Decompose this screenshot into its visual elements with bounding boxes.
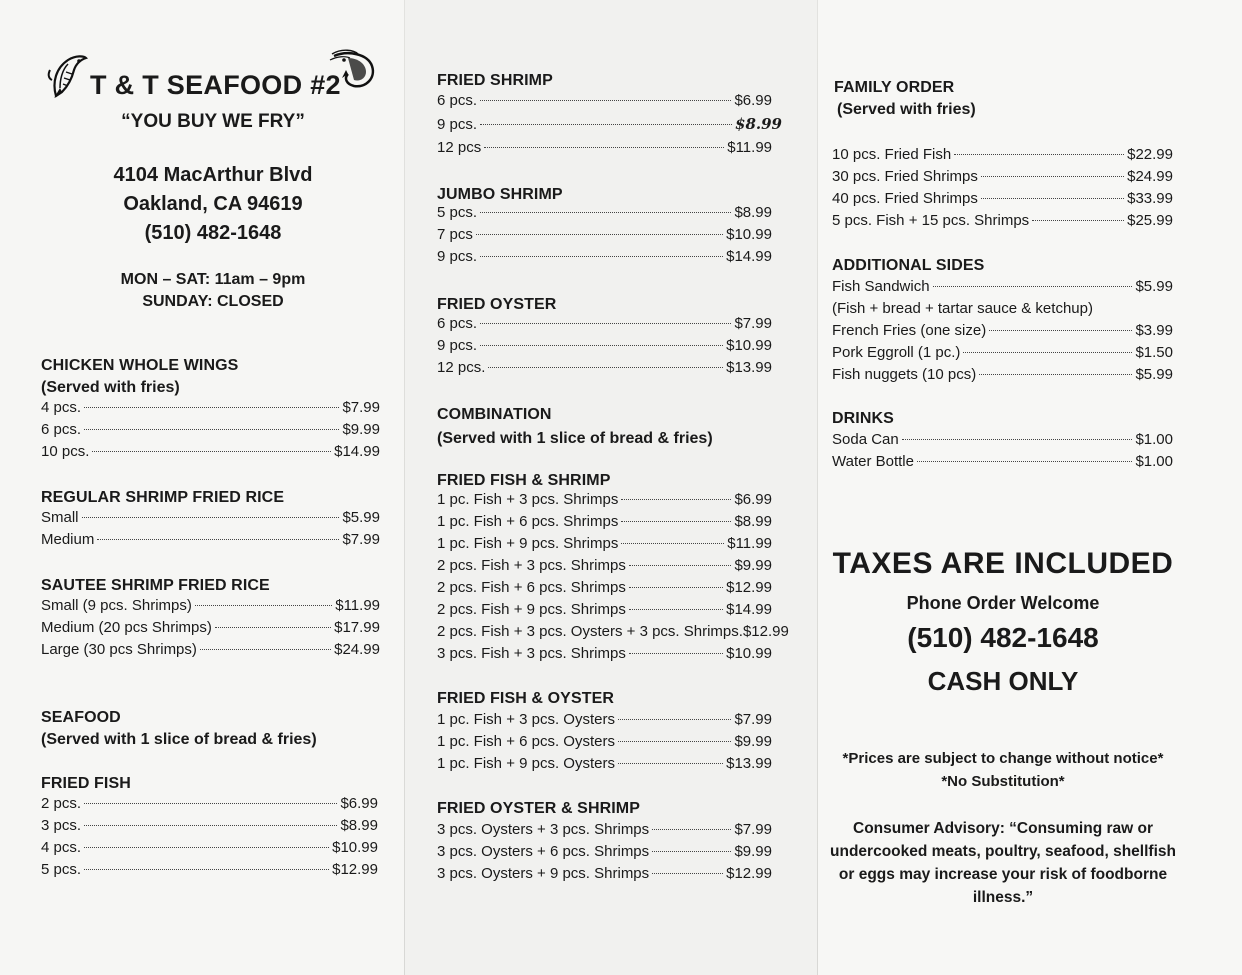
- menu-item: 10 pcs. Fried Fish $22.99: [832, 146, 1173, 163]
- menu-item: 9 pcs. $10.99: [437, 337, 772, 354]
- menu-item: 12 pcs. $13.99: [437, 359, 772, 376]
- header-phone: (510) 482-1648: [144, 222, 282, 244]
- no-substitution: *No Substitution*: [941, 773, 1065, 790]
- seafood-subtitle: (Served with 1 slice of bread & fries): [41, 731, 317, 748]
- menu-item: French Fries (one size) $3.99: [832, 322, 1173, 339]
- phone-order-welcome: Phone Order Welcome: [906, 593, 1100, 613]
- fish-oyster-title: FRIED FISH & OYSTER: [437, 690, 615, 707]
- chicken-wings-title: CHICKEN WHOLE WINGS: [41, 357, 239, 374]
- hours-weekday: MON – SAT: 11am – 9pm: [120, 271, 306, 288]
- menu-item: 7 pcs $10.99: [437, 226, 772, 243]
- fish-sandwich-note: (Fish + bread + tartar sauce & ketchup): [832, 300, 1093, 317]
- menu-item: 1 pc. Fish + 6 pcs. Shrimps $8.99: [437, 513, 772, 530]
- fried-fish-title: FRIED FISH: [41, 775, 131, 792]
- menu-item: 1 pc. Fish + 9 pcs. Shrimps $11.99: [437, 535, 772, 552]
- menu-item: 3 pcs. $8.99: [41, 817, 378, 834]
- seafood-title: SEAFOOD: [41, 709, 121, 726]
- menu-item: 9 pcs. $8.99: [437, 115, 782, 133]
- fish-logo-icon: [46, 52, 88, 100]
- menu-item: 3 pcs. Oysters + 3 pcs. Shrimps $7.99: [437, 821, 772, 838]
- address-line-2: Oakland, CA 94619: [123, 193, 303, 215]
- menu-panel-right: [818, 0, 1242, 975]
- combination-subtitle: (Served with 1 slice of bread & fries): [437, 430, 713, 447]
- regular-rice-title: REGULAR SHRIMP FRIED RICE: [41, 489, 285, 506]
- advisory-line-1: Consumer Advisory: “Consuming raw or: [853, 820, 1153, 837]
- menu-item: 2 pcs. Fish + 3 pcs. Shrimps $9.99: [437, 557, 772, 574]
- advisory-line-2: undercooked meats, poultry, seafood, shellfish: [830, 843, 1176, 860]
- hours-sunday: SUNDAY: CLOSED: [142, 293, 284, 310]
- combination-title: COMBINATION: [437, 406, 552, 423]
- menu-item: 2 pcs. Fish + 3 pcs. Oysters + 3 pcs. Shrimps. $12.99: [437, 623, 789, 640]
- family-order-subtitle: (Served with fries): [837, 101, 976, 118]
- menu-item: 1 pc. Fish + 3 pcs. Shrimps $6.99: [437, 491, 772, 508]
- family-order-title: FAMILY ORDER: [834, 79, 955, 96]
- address-line-1: 4104 MacArthur Blvd: [113, 164, 313, 186]
- menu-item: 5 pcs. $12.99: [41, 861, 378, 878]
- menu-item: 12 pcs $11.99: [437, 139, 772, 156]
- menu-item: 4 pcs. $7.99: [41, 399, 380, 416]
- menu-item: Large (30 pcs Shrimps) $24.99: [41, 641, 380, 658]
- drinks-title: DRINKS: [832, 410, 894, 427]
- restaurant-name: T & T SEAFOOD #2: [90, 70, 341, 100]
- fried-shrimp-title: FRIED SHRIMP: [437, 72, 553, 89]
- menu-item: 4 pcs. $10.99: [41, 839, 378, 856]
- menu-item: 2 pcs. $6.99: [41, 795, 378, 812]
- menu-item: 3 pcs. Oysters + 6 pcs. Shrimps $9.99: [437, 843, 772, 860]
- sides-title: ADDITIONAL SIDES: [832, 257, 985, 274]
- menu-item: Water Bottle $1.00: [832, 453, 1173, 470]
- menu-item: Small $5.99: [41, 509, 380, 526]
- menu-item: 40 pcs. Fried Shrimps $33.99: [832, 190, 1173, 207]
- menu-item: 6 pcs. $6.99: [437, 92, 772, 109]
- menu-item: Soda Can $1.00: [832, 431, 1173, 448]
- menu-item: 1 pc. Fish + 3 pcs. Oysters $7.99: [437, 711, 772, 728]
- menu-item: 2 pcs. Fish + 6 pcs. Shrimps $12.99: [437, 579, 772, 596]
- advisory-line-4: illness.”: [972, 889, 1034, 906]
- menu-item: Fish Sandwich $5.99: [832, 278, 1173, 295]
- fried-oyster-title: FRIED OYSTER: [437, 296, 557, 313]
- menu-item: 2 pcs. Fish + 9 pcs. Shrimps $14.99: [437, 601, 772, 618]
- menu-item: Fish nuggets (10 pcs) $5.99: [832, 366, 1173, 383]
- shrimp-logo-icon: [328, 48, 378, 92]
- jumbo-shrimp-title: JUMBO SHRIMP: [437, 186, 563, 203]
- menu-item: 1 pc. Fish + 6 pcs. Oysters $9.99: [437, 733, 772, 750]
- fish-shrimp-title: FRIED FISH & SHRIMP: [437, 472, 611, 489]
- menu-item: 10 pcs. $14.99: [41, 443, 380, 460]
- chicken-wings-subtitle: (Served with fries): [41, 379, 180, 396]
- prices-note: *Prices are subject to change without notice*: [842, 750, 1164, 767]
- menu-item: 6 pcs. $7.99: [437, 315, 772, 332]
- menu-item: 5 pcs. Fish + 15 pcs. Shrimps $25.99: [832, 212, 1173, 229]
- menu-item: 3 pcs. Oysters + 9 pcs. Shrimps $12.99: [437, 865, 772, 882]
- menu-panel-left: [0, 0, 405, 975]
- slogan: “YOU BUY WE FRY”: [121, 111, 305, 132]
- taxes-included: TAXES ARE INCLUDED: [832, 547, 1174, 580]
- menu-item: 9 pcs. $14.99: [437, 248, 772, 265]
- cash-only: CASH ONLY: [927, 666, 1079, 696]
- menu-item: 30 pcs. Fried Shrimps $24.99: [832, 168, 1173, 185]
- menu-item: Pork Eggroll (1 pc.) $1.50: [832, 344, 1173, 361]
- menu-item: 1 pc. Fish + 9 pcs. Oysters $13.99: [437, 755, 772, 772]
- menu-item: 3 pcs. Fish + 3 pcs. Shrimps $10.99: [437, 645, 772, 662]
- menu-item: Medium (20 pcs Shrimps) $17.99: [41, 619, 380, 636]
- oyster-shrimp-title: FRIED OYSTER & SHRIMP: [437, 800, 641, 817]
- menu-item: Medium $7.99: [41, 531, 380, 548]
- menu-item: Small (9 pcs. Shrimps) $11.99: [41, 597, 380, 614]
- order-phone: (510) 482-1648: [907, 622, 1099, 653]
- advisory-line-3: or eggs may increase your risk of foodborne: [838, 866, 1168, 883]
- menu-item: 6 pcs. $9.99: [41, 421, 380, 438]
- menu-item: 5 pcs. $8.99: [437, 204, 772, 221]
- sautee-rice-title: SAUTEE SHRIMP FRIED RICE: [41, 577, 270, 594]
- menu-panel-middle: [405, 0, 818, 975]
